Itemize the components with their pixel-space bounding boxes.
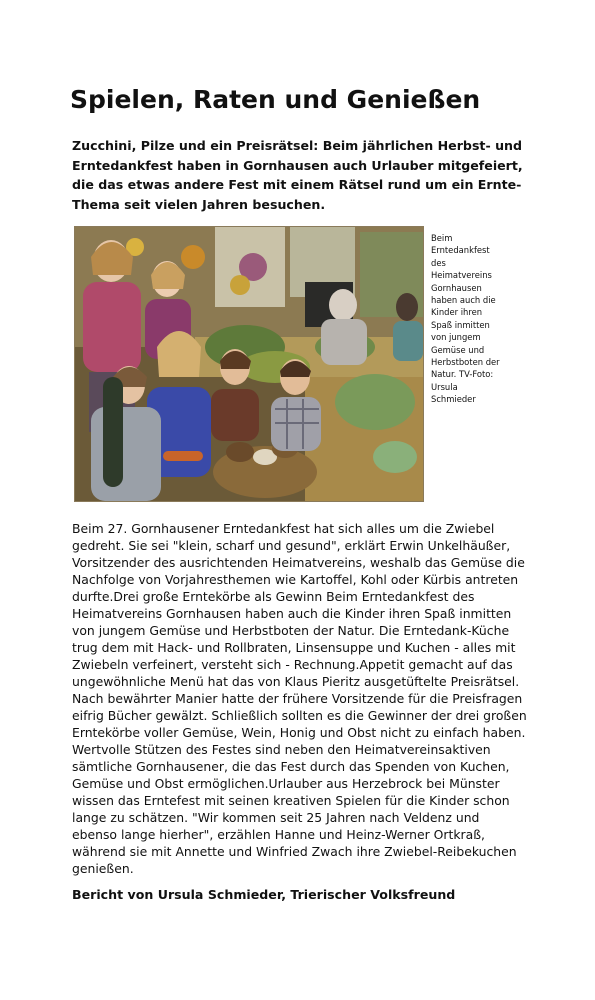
article-body: Beim 27. Gornhausener Erntedankfest hat sich alles um die Zwiebel gedreht. Sie sei "klein, scharf und gesund", erklärt Erwin Unkelhäußer, Vorsitzender des ausrichtenden Heimatvereins, weshalb das Gemüse die Nachfolge von Vorjahresthemen wie Kartoffel, Kohl oder Kürbis antreten durfte.Drei große Erntekörbe als Gewinn Beim Erntedankfest des Heimatvereins Gornhausen haben auch die Kinder ihren Spaß inmitten von jungem Gemüse und Herbstboten der Natur. Die Erntedank-Küche trug dem mit Hack- und Rollbraten, Linsensuppe und Kuchen - alles mit Zwiebeln verfeinert, versteht sich - Rechnung.Appetit gemacht auf das ungewöhnliche Menü hat das von Klaus Pieritz ausgetüftelte Preisrätsel. Nach bewährter Manier hatte der frühere Vorsitzende für die Preisfragen eifrig Bücher gewälzt. Schließlich sollten es die Gewinner der drei großen Erntekörbe voller Gemüse, Wein, Honig und Obst nicht zu einfach haben. Wertvolle Stützen des Festes sind neben den Heimatvereinsaktiven sämtliche Gornhausener, die das Fest durch das Spenden von Kuchen, Gemüse und Obst ermöglichen.Urlauber aus Herzebrock bei Münster wissen das Erntefest mit seinen kreativen Spielen für die Kinder schon lange zu schätzen. "Wir kommen seit 25 Jahren nach Veldenz und ebenso lange hierher", erzählen Hanne und Heinz-Werner Ortkraß, während sie mit Annette und Winfried Zwach ihre Zwiebel-Reibekuchen genießen.: [72, 521, 527, 876]
article-photo: [74, 226, 424, 502]
article-lead: Zucchini, Pilze und ein Preisrätsel: Beim jährlichen Herbst- und Erntedankfest haben in Gornhausen auch Urlauber mitgefeiert, die das etwas andere Fest mit einem Rätsel rund um ein Ernte-Thema seit vielen Jahren besuchen.: [72, 138, 523, 212]
photo-caption: Beim Erntedankfest des Heimatvereins Gornhausen haben auch die Kinder ihren Spaß inmitten von jungem Gemüse und Herbstboten der Natur. TV-Foto: Ursula Schmieder: [431, 233, 500, 405]
article-headline: Spielen, Raten und Genießen: [70, 85, 481, 114]
article-byline: Bericht von Ursula Schmieder, Trierischer Volksfreund: [72, 887, 456, 902]
